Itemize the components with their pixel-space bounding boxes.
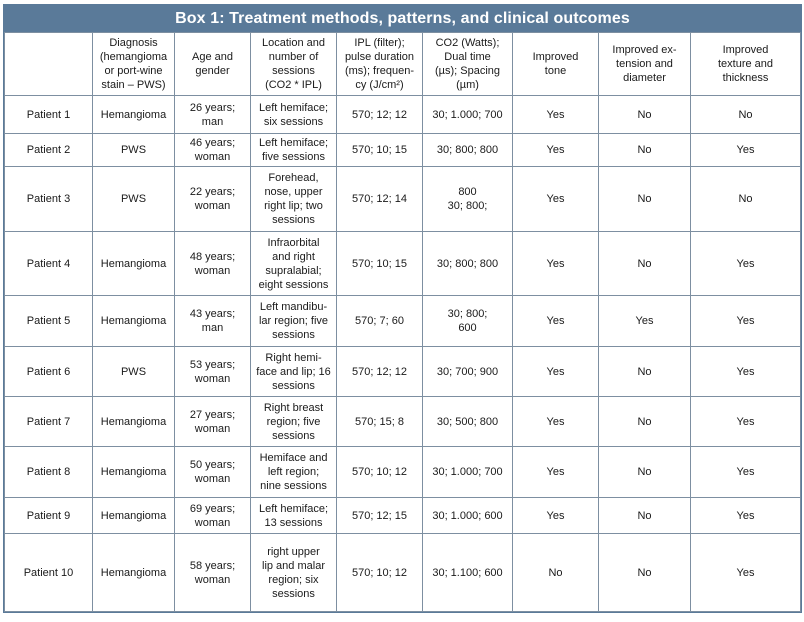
- co2-cell: 30; 800; 800: [423, 134, 513, 167]
- age-gender-cell: 43 years; man: [175, 296, 251, 347]
- improved-extension-cell: No: [599, 397, 691, 447]
- age-gender-cell: 53 years; woman: [175, 347, 251, 397]
- diagnosis-cell: PWS: [93, 347, 175, 397]
- improved-texture-cell: Yes: [691, 498, 801, 534]
- ipl-cell: 570; 12; 14: [337, 167, 423, 232]
- header-cell-patient: [5, 33, 93, 96]
- improved-tone-cell: No: [513, 534, 599, 612]
- location-sessions-cell: Left hemiface; 13 sessions: [251, 498, 337, 534]
- co2-cell: 30; 1.100; 600: [423, 534, 513, 612]
- patient-cell: Patient 10: [5, 534, 93, 612]
- improved-tone-cell: Yes: [513, 347, 599, 397]
- ipl-cell: 570; 7; 60: [337, 296, 423, 347]
- table-header: [5, 33, 801, 96]
- improved-extension-cell: No: [599, 498, 691, 534]
- table-row: [5, 397, 801, 447]
- improved-extension-cell: No: [599, 232, 691, 296]
- improved-texture-cell: Yes: [691, 347, 801, 397]
- age-gender-cell: 46 years; woman: [175, 134, 251, 167]
- improved-texture-cell: Yes: [691, 447, 801, 498]
- co2-cell: 30; 1.000; 700: [423, 96, 513, 134]
- table-row: [5, 296, 801, 347]
- patient-cell: Patient 7: [5, 397, 93, 447]
- improved-extension-cell: Yes: [599, 296, 691, 347]
- table-row: [5, 167, 801, 232]
- ipl-cell: 570; 12; 12: [337, 96, 423, 134]
- table-row: [5, 232, 801, 296]
- patient-cell: Patient 6: [5, 347, 93, 397]
- location-sessions-cell: Infraorbital and right supralabial; eight sessions: [251, 232, 337, 296]
- improved-texture-cell: Yes: [691, 134, 801, 167]
- improved-tone-cell: Yes: [513, 96, 599, 134]
- diagnosis-cell: PWS: [93, 134, 175, 167]
- co2-cell: 30; 800; 800: [423, 232, 513, 296]
- location-sessions-cell: Hemiface and left region; nine sessions: [251, 447, 337, 498]
- improved-texture-cell: Yes: [691, 296, 801, 347]
- patient-cell: Patient 2: [5, 134, 93, 167]
- age-gender-cell: 27 years; woman: [175, 397, 251, 447]
- location-sessions-cell: right upper lip and malar region; six sessions: [251, 534, 337, 612]
- header-cell-co2: CO2 (Watts); Dual time (µs); Spacing (µm): [423, 33, 513, 96]
- age-gender-cell: 58 years; woman: [175, 534, 251, 612]
- improved-texture-cell: Yes: [691, 397, 801, 447]
- diagnosis-cell: Hemangioma: [93, 397, 175, 447]
- table-row: [5, 447, 801, 498]
- ipl-cell: 570; 10; 15: [337, 134, 423, 167]
- patient-cell: Patient 1: [5, 96, 93, 134]
- table-row: [5, 96, 801, 134]
- patient-cell: Patient 4: [5, 232, 93, 296]
- treatment-box: [3, 4, 802, 613]
- age-gender-cell: 48 years; woman: [175, 232, 251, 296]
- location-sessions-cell: Forehead, nose, upper right lip; two sessions: [251, 167, 337, 232]
- improved-tone-cell: Yes: [513, 232, 599, 296]
- diagnosis-cell: Hemangioma: [93, 498, 175, 534]
- ipl-cell: 570; 10; 12: [337, 447, 423, 498]
- co2-cell: 30; 800; 600: [423, 296, 513, 347]
- age-gender-cell: 50 years; woman: [175, 447, 251, 498]
- table-row: [5, 134, 801, 167]
- age-gender-cell: 69 years; woman: [175, 498, 251, 534]
- improved-extension-cell: No: [599, 167, 691, 232]
- improved-extension-cell: No: [599, 96, 691, 134]
- ipl-cell: 570; 12; 12: [337, 347, 423, 397]
- improved-tone-cell: Yes: [513, 498, 599, 534]
- ipl-cell: 570; 10; 15: [337, 232, 423, 296]
- location-sessions-cell: Right hemi- face and lip; 16 sessions: [251, 347, 337, 397]
- age-gender-cell: 26 years; man: [175, 96, 251, 134]
- diagnosis-cell: Hemangioma: [93, 534, 175, 612]
- diagnosis-cell: Hemangioma: [93, 296, 175, 347]
- improved-extension-cell: No: [599, 447, 691, 498]
- improved-extension-cell: No: [599, 134, 691, 167]
- co2-cell: 30; 1.000; 600: [423, 498, 513, 534]
- ipl-cell: 570; 10; 12: [337, 534, 423, 612]
- co2-cell: 30; 1.000; 700: [423, 447, 513, 498]
- co2-cell: 30; 700; 900: [423, 347, 513, 397]
- improved-tone-cell: Yes: [513, 296, 599, 347]
- improved-texture-cell: Yes: [691, 534, 801, 612]
- patient-cell: Patient 9: [5, 498, 93, 534]
- improved-tone-cell: Yes: [513, 167, 599, 232]
- table-row: [5, 534, 801, 612]
- header-cell-improved-tone: Improved tone: [513, 33, 599, 96]
- diagnosis-cell: Hemangioma: [93, 232, 175, 296]
- patient-cell: Patient 8: [5, 447, 93, 498]
- location-sessions-cell: Right breast region; five sessions: [251, 397, 337, 447]
- improved-tone-cell: Yes: [513, 447, 599, 498]
- location-sessions-cell: Left hemiface; five sessions: [251, 134, 337, 167]
- co2-cell: 800 30; 800;: [423, 167, 513, 232]
- location-sessions-cell: Left hemiface; six sessions: [251, 96, 337, 134]
- header-cell-location-sessions: Location and number of sessions (CO2 * IPL): [251, 33, 337, 96]
- improved-tone-cell: Yes: [513, 134, 599, 167]
- improved-texture-cell: Yes: [691, 232, 801, 296]
- patient-cell: Patient 3: [5, 167, 93, 232]
- location-sessions-cell: Left mandibu- lar region; five sessions: [251, 296, 337, 347]
- treatment-table: [4, 32, 801, 612]
- diagnosis-cell: Hemangioma: [93, 447, 175, 498]
- improved-extension-cell: No: [599, 534, 691, 612]
- improved-extension-cell: No: [599, 347, 691, 397]
- patient-cell: Patient 5: [5, 296, 93, 347]
- ipl-cell: 570; 12; 15: [337, 498, 423, 534]
- diagnosis-cell: Hemangioma: [93, 96, 175, 134]
- header-cell-improved-texture: Improved texture and thickness: [691, 33, 801, 96]
- header-cell-diagnosis: Diagnosis (hemangioma or port-wine stain – PWS): [93, 33, 175, 96]
- ipl-cell: 570; 15; 8: [337, 397, 423, 447]
- box-title: Box 1: Treatment methods, patterns, and clinical outcomes: [4, 5, 801, 32]
- improved-texture-cell: No: [691, 167, 801, 232]
- diagnosis-cell: PWS: [93, 167, 175, 232]
- header-cell-improved-extension: Improved ex- tension and diameter: [599, 33, 691, 96]
- header-cell-age-gender: Age and gender: [175, 33, 251, 96]
- table-row: [5, 498, 801, 534]
- header-cell-ipl: IPL (filter); pulse duration (ms); frequen- cy (J/cm²): [337, 33, 423, 96]
- table-body: [5, 96, 801, 612]
- co2-cell: 30; 500; 800: [423, 397, 513, 447]
- improved-texture-cell: No: [691, 96, 801, 134]
- table-row: [5, 347, 801, 397]
- age-gender-cell: 22 years; woman: [175, 167, 251, 232]
- improved-tone-cell: Yes: [513, 397, 599, 447]
